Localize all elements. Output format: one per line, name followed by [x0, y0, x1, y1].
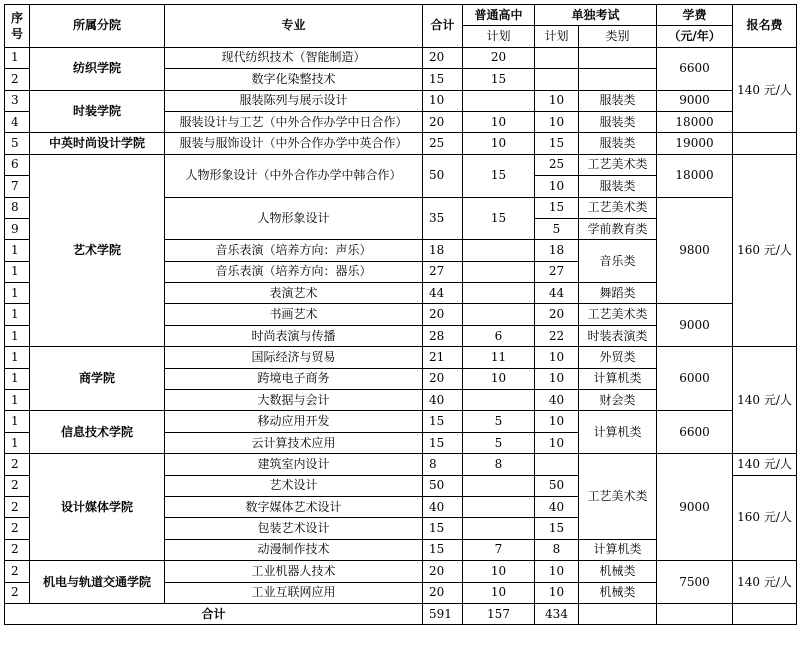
major-cell: 工业机器人技术 — [165, 561, 423, 582]
indep-cell: 10 — [535, 582, 579, 603]
major-cell: 音乐表演（培养方向：声乐） — [165, 240, 423, 261]
category-cell: 财会类 — [579, 390, 657, 411]
regular-cell: 10 — [463, 582, 535, 603]
major-cell: 动漫制作技术 — [165, 539, 423, 560]
total-cell: 15 — [423, 539, 463, 560]
regular-cell: 20 — [463, 47, 535, 68]
category-cell: 机械类 — [579, 582, 657, 603]
major-cell: 数字媒体艺术设计 — [165, 496, 423, 517]
category-cell: 工艺美术类 — [579, 304, 657, 325]
total-cell: 18 — [423, 240, 463, 261]
tuition-cell: 6600 — [657, 411, 733, 454]
indep-cell: 50 — [535, 475, 579, 496]
regular-cell: 6 — [463, 325, 535, 346]
total-cell: 15 — [423, 411, 463, 432]
major-cell: 现代纺织技术（智能制造） — [165, 47, 423, 68]
seq-cell: 1 — [5, 240, 30, 261]
major-cell: 大数据与会计 — [165, 390, 423, 411]
tuition-cell: 18000 — [657, 111, 733, 132]
major-cell: 人物形象设计（中外合作办学中韩合作） — [165, 154, 423, 197]
indep-cell: 10 — [535, 176, 579, 197]
seq-cell: 2 — [5, 69, 30, 90]
table-row — [5, 411, 797, 432]
college-cell: 信息技术学院 — [30, 411, 165, 454]
seq-cell: 2 — [5, 561, 30, 582]
regular-cell — [463, 261, 535, 282]
total-cell: 15 — [423, 69, 463, 90]
indep-cell — [535, 454, 579, 475]
total-cell: 20 — [423, 368, 463, 389]
category-cell: 学前教育类 — [579, 218, 657, 239]
fee-cell — [733, 133, 797, 154]
tuition-cell: 9800 — [657, 197, 733, 304]
fee-cell: 160 元/人 — [733, 475, 797, 561]
category-cell: 计算机类 — [579, 411, 657, 454]
regular-cell: 15 — [463, 197, 535, 240]
regular-cell: 15 — [463, 69, 535, 90]
fee-cell: 140 元/人 — [733, 561, 797, 604]
major-cell: 包装艺术设计 — [165, 518, 423, 539]
regular-cell: 10 — [463, 133, 535, 154]
totals-indep: 434 — [535, 603, 579, 624]
indep-cell: 15 — [535, 133, 579, 154]
regular-cell — [463, 390, 535, 411]
regular-cell: 15 — [463, 154, 535, 197]
indep-cell: 27 — [535, 261, 579, 282]
category-cell: 计算机类 — [579, 368, 657, 389]
college-cell: 机电与轨道交通学院 — [30, 561, 165, 604]
total-cell: 25 — [423, 133, 463, 154]
total-cell: 20 — [423, 582, 463, 603]
regular-cell — [463, 496, 535, 517]
tuition-cell: 18000 — [657, 154, 733, 197]
table-row — [5, 47, 797, 68]
header-row-1 — [5, 5, 797, 26]
major-cell: 云计算技术应用 — [165, 432, 423, 453]
category-cell — [579, 47, 657, 68]
total-cell: 15 — [423, 518, 463, 539]
indep-cell: 44 — [535, 283, 579, 304]
regular-cell: 7 — [463, 539, 535, 560]
major-cell: 人物形象设计 — [165, 197, 423, 240]
indep-cell: 40 — [535, 496, 579, 517]
major-cell: 艺术设计 — [165, 475, 423, 496]
regular-cell: 10 — [463, 368, 535, 389]
category-cell: 工艺美术类 — [579, 454, 657, 540]
table-row — [5, 454, 797, 475]
regular-cell: 5 — [463, 432, 535, 453]
total-cell: 50 — [423, 154, 463, 197]
indep-cell: 25 — [535, 154, 579, 175]
totals-total: 591 — [423, 603, 463, 624]
category-cell: 工艺美术类 — [579, 197, 657, 218]
regular-cell: 5 — [463, 411, 535, 432]
category-cell: 服装类 — [579, 133, 657, 154]
header-major: 专业 — [165, 5, 423, 48]
major-cell: 时尚表演与传播 — [165, 325, 423, 346]
indep-cell: 10 — [535, 111, 579, 132]
total-cell: 20 — [423, 47, 463, 68]
header-seq: 序号 — [5, 5, 30, 48]
indep-cell: 22 — [535, 325, 579, 346]
tuition-cell: 7500 — [657, 561, 733, 604]
regular-cell — [463, 240, 535, 261]
totals-fee — [733, 603, 797, 624]
seq-cell: 8 — [5, 197, 30, 218]
category-cell: 机械类 — [579, 561, 657, 582]
totals-row — [5, 603, 797, 624]
totals-regular: 157 — [463, 603, 535, 624]
seq-cell: 3 — [5, 90, 30, 111]
seq-cell: 1 — [5, 411, 30, 432]
seq-cell: 1 — [5, 347, 30, 368]
regular-cell: 10 — [463, 561, 535, 582]
seq-cell: 9 — [5, 218, 30, 239]
major-cell: 服装陈列与展示设计 — [165, 90, 423, 111]
totals-category — [579, 603, 657, 624]
seq-cell: 1 — [5, 390, 30, 411]
header-category: 类别 — [579, 26, 657, 47]
category-cell: 时装表演类 — [579, 325, 657, 346]
total-cell: 50 — [423, 475, 463, 496]
tuition-cell: 9000 — [657, 304, 733, 347]
seq-cell: 1 — [5, 325, 30, 346]
indep-cell: 15 — [535, 518, 579, 539]
tuition-cell: 9000 — [657, 90, 733, 111]
seq-cell: 2 — [5, 518, 30, 539]
college-cell: 商学院 — [30, 347, 165, 411]
indep-cell: 40 — [535, 390, 579, 411]
college-cell: 中英时尚设计学院 — [30, 133, 165, 154]
indep-cell: 18 — [535, 240, 579, 261]
header-regular: 普通高中 — [463, 5, 535, 26]
seq-cell: 1 — [5, 368, 30, 389]
header-independent-plan: 计划 — [535, 26, 579, 47]
major-cell: 数字化染整技术 — [165, 69, 423, 90]
category-cell: 音乐类 — [579, 240, 657, 283]
totals-label: 合计 — [5, 603, 423, 624]
regular-cell: 8 — [463, 454, 535, 475]
seq-cell: 5 — [5, 133, 30, 154]
regular-cell — [463, 475, 535, 496]
regular-cell — [463, 518, 535, 539]
header-regular-plan: 计划 — [463, 26, 535, 47]
header-fee: 报名费 — [733, 5, 797, 48]
regular-cell — [463, 304, 535, 325]
regular-cell: 11 — [463, 347, 535, 368]
seq-cell: 2 — [5, 475, 30, 496]
seq-cell: 2 — [5, 582, 30, 603]
tuition-cell: 9000 — [657, 454, 733, 561]
total-cell: 40 — [423, 496, 463, 517]
indep-cell: 8 — [535, 539, 579, 560]
indep-cell: 10 — [535, 90, 579, 111]
total-cell: 20 — [423, 561, 463, 582]
category-cell: 工艺美术类 — [579, 154, 657, 175]
table-row — [5, 133, 797, 154]
total-cell: 15 — [423, 432, 463, 453]
indep-cell: 10 — [535, 368, 579, 389]
tuition-cell: 6600 — [657, 47, 733, 90]
total-cell: 21 — [423, 347, 463, 368]
category-cell — [579, 69, 657, 90]
fee-cell: 160 元/人 — [733, 154, 797, 347]
indep-cell: 5 — [535, 218, 579, 239]
seq-cell: 6 — [5, 154, 30, 175]
category-cell: 计算机类 — [579, 539, 657, 560]
seq-cell: 2 — [5, 539, 30, 560]
total-cell: 8 — [423, 454, 463, 475]
seq-cell: 1 — [5, 261, 30, 282]
major-cell: 建筑室内设计 — [165, 454, 423, 475]
college-cell: 纺织学院 — [30, 47, 165, 90]
seq-cell: 1 — [5, 304, 30, 325]
total-cell: 27 — [423, 261, 463, 282]
tuition-cell: 19000 — [657, 133, 733, 154]
total-cell: 20 — [423, 111, 463, 132]
header-tuition: 学费 — [657, 5, 733, 26]
seq-cell: 1 — [5, 432, 30, 453]
college-cell: 艺术学院 — [30, 154, 165, 347]
indep-cell: 20 — [535, 304, 579, 325]
category-cell: 服装类 — [579, 176, 657, 197]
total-cell: 28 — [423, 325, 463, 346]
total-cell: 10 — [423, 90, 463, 111]
college-cell: 时装学院 — [30, 90, 165, 133]
major-cell: 服装设计与工艺（中外合作办学中日合作） — [165, 111, 423, 132]
indep-cell: 10 — [535, 432, 579, 453]
seq-cell: 1 — [5, 283, 30, 304]
major-cell: 表演艺术 — [165, 283, 423, 304]
total-cell: 44 — [423, 283, 463, 304]
indep-cell — [535, 69, 579, 90]
regular-cell — [463, 90, 535, 111]
indep-cell: 10 — [535, 347, 579, 368]
header-independent: 单独考试 — [535, 5, 657, 26]
category-cell: 外贸类 — [579, 347, 657, 368]
header-tuition-unit: （元/年） — [657, 26, 733, 47]
major-cell: 书画艺术 — [165, 304, 423, 325]
major-cell: 服装与服饰设计（中外合作办学中英合作） — [165, 133, 423, 154]
major-cell: 工业互联网应用 — [165, 582, 423, 603]
regular-cell — [463, 283, 535, 304]
major-cell: 音乐表演（培养方向：器乐） — [165, 261, 423, 282]
category-cell: 服装类 — [579, 90, 657, 111]
indep-cell: 10 — [535, 561, 579, 582]
table-row — [5, 347, 797, 368]
indep-cell — [535, 47, 579, 68]
college-cell: 设计媒体学院 — [30, 454, 165, 561]
seq-cell: 2 — [5, 454, 30, 475]
regular-cell: 10 — [463, 111, 535, 132]
seq-cell: 2 — [5, 496, 30, 517]
total-cell: 35 — [423, 197, 463, 240]
fee-cell: 140 元/人 — [733, 347, 797, 454]
table-row — [5, 154, 797, 175]
total-cell: 40 — [423, 390, 463, 411]
seq-cell: 1 — [5, 47, 30, 68]
seq-cell: 4 — [5, 111, 30, 132]
header-college: 所属分院 — [30, 5, 165, 48]
enrollment-plan-table — [4, 4, 797, 625]
major-cell: 跨境电子商务 — [165, 368, 423, 389]
fee-cell: 140 元/人 — [733, 454, 797, 475]
major-cell: 国际经济与贸易 — [165, 347, 423, 368]
seq-cell: 7 — [5, 176, 30, 197]
major-cell: 移动应用开发 — [165, 411, 423, 432]
table-row — [5, 90, 797, 111]
category-cell: 服装类 — [579, 111, 657, 132]
indep-cell: 15 — [535, 197, 579, 218]
header-total: 合计 — [423, 5, 463, 48]
category-cell: 舞蹈类 — [579, 283, 657, 304]
totals-tuition — [657, 603, 733, 624]
tuition-cell: 6000 — [657, 347, 733, 411]
fee-cell: 140 元/人 — [733, 47, 797, 133]
indep-cell: 10 — [535, 411, 579, 432]
total-cell: 20 — [423, 304, 463, 325]
table-row — [5, 561, 797, 582]
